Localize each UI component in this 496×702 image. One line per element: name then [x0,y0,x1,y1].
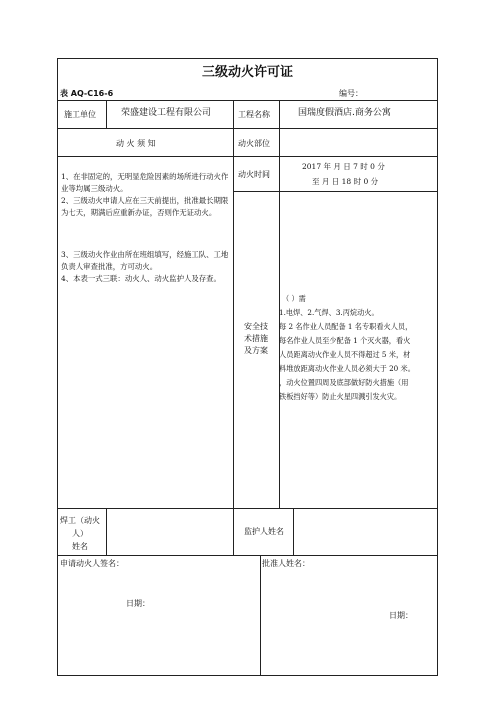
rule [58,156,437,157]
welder-label: 人） [72,529,88,538]
rule [279,100,280,508]
notice-item: 1、在非固定的，无明显危险因素的场所进行动火作业等均属三级动火。 [61,172,229,193]
rule [293,508,294,555]
safety-line: 1.电焊、2.气焊、3.丙烷动火。 [279,308,379,317]
form-code: 表 AQ-C16-6 [60,89,114,98]
time-start: 2017 年 月 日 7 时 0 分 [302,162,385,171]
project-label: 工程名称 [238,110,270,119]
approver-name-label: 批准人姓名： [262,559,310,568]
rule [233,191,437,192]
welder-label: 焊工（动火 [60,516,100,525]
time-end: 至 月 日 18 时 0 分 [312,177,379,186]
rule [233,100,234,555]
applicant-signature-label: 申请动火人签名： [60,559,124,568]
notice-heading: 动 火 须 知 [116,139,156,148]
rule [58,555,437,556]
rule [58,100,437,101]
safety-line: 每 2 名作业人员配备 1 名专职看火人员， [279,322,413,331]
safety-line: 料堆放距离动火作业人员必须大于 20 米。 [279,364,415,373]
notice-item: 2、三级动火申请人应在三天前提出，批准最长期限为七天，期满后应重新办证，否则作无证动火。 [61,196,229,217]
safety-line: ，动火位置四周及底部做好防火措施（用 [279,378,409,387]
notice-item: 4、本表一式三联：动火人、动火监护人及存查。 [61,274,221,283]
safety-line: （ ）需 [282,294,306,303]
unit-label: 施工单位 [64,110,96,119]
fire-permit-form [57,58,438,676]
unit-value: 荣盛建设工程有限公司 [121,108,212,118]
safety-label: 安全技术措施及方案 [244,322,268,355]
page-title: 三级动火许可证 [201,65,293,80]
rule [106,100,107,128]
rule [106,508,107,555]
welder-label: 姓名 [72,542,88,551]
safety-line: 铁板挡好等）防止火星四溅引发火灾。 [279,392,402,401]
applicant-date-label: 日期： [126,599,150,608]
rule [260,555,261,675]
time-label: 动火时间 [238,170,270,179]
number-label: 编号： [339,89,363,98]
guardian-label: 监护人姓名 [244,527,284,536]
notice-item: 3、三级动火作业由所在班组填写，经施工队、工地负责人审查批准，方可动火。 [61,250,229,271]
location-label: 动火部位 [238,139,270,148]
safety-line: 每名作业人员至少配备 1 个灭火器，看火 [279,336,411,345]
rule [58,128,437,129]
project-value: 国瑞度假酒店.商务公寓 [298,108,391,118]
rule [58,508,437,509]
safety-line: 人员距离动火作业人员不得超过 5 米，材 [279,350,411,359]
approver-date-label: 日期： [389,611,413,620]
